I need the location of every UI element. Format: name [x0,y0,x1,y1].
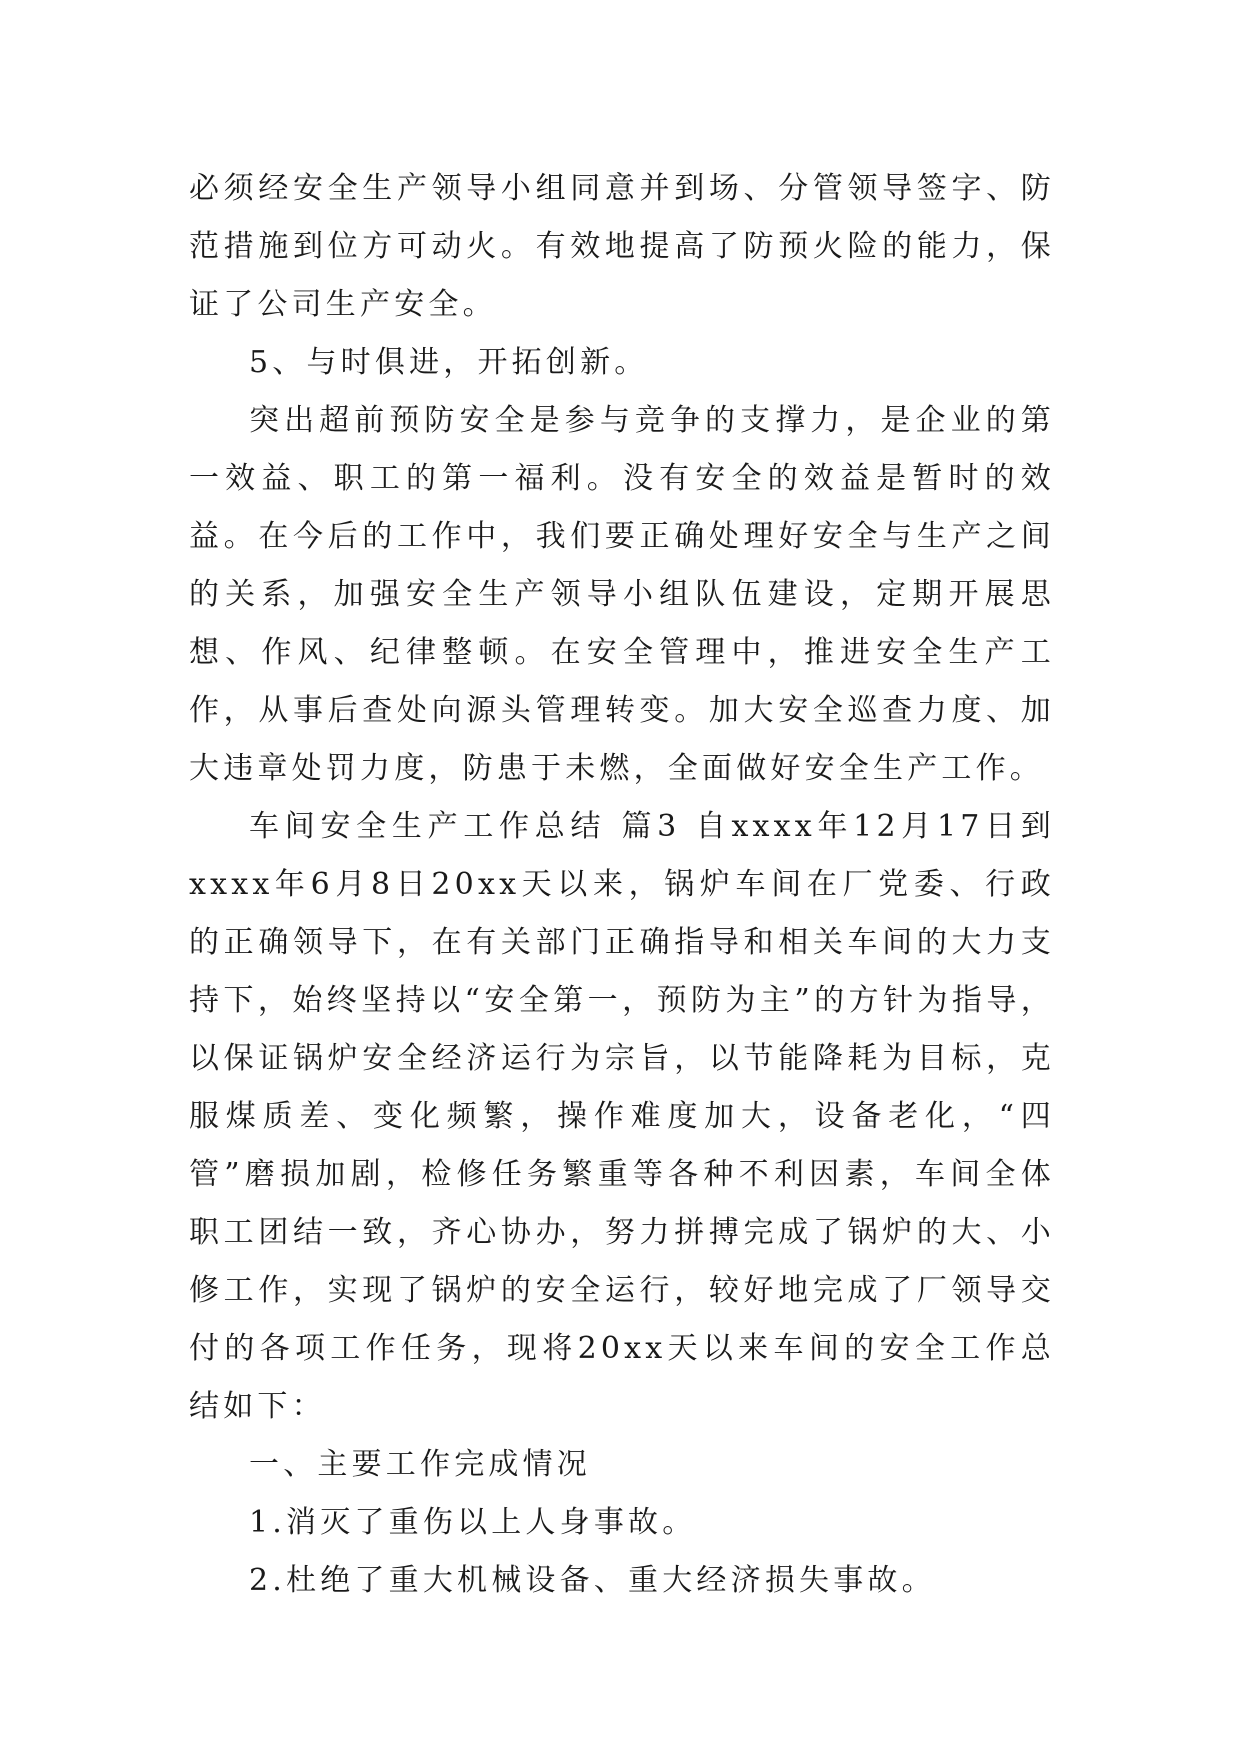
document-body [189,160,1055,1610]
list-item-no-serious-injury: 1.消灭了重伤以上人身事故。 [249,1505,697,1540]
paragraph-workshop-summary-part3: 车间安全生产工作总结 篇3 自xxxx年12月17日到xxxx年6月8日20xx天以来，锅炉车间在厂党委、行政的正确领导下，在有关部门正确指导和相关车间的大力支持下，始终坚持以“安全第一，预防为主”的方针为指导，以保证锅炉安全经济运行为宗旨，以节能降耗为目标，克服煤质差、变化频繁，操作难度加大，设备老化，“四管”磨损加剧，检修任务繁重等各种不利因素，车间全体职工团结一致，齐心协办，努力拼搏完成了锅炉的大、小修工作，实现了锅炉的安全运行，较好地完成了厂领导交付的各项工作任务，现将20xx天以来车间的安全工作总结如下： [189,809,1055,1424]
heading-main-work-completion: 一、主要工作完成情况 [249,1447,591,1482]
list-item-no-major-accident: 2.杜绝了重大机械设备、重大经济损失事故。 [249,1563,936,1598]
paragraph-prevention-safety: 突出超前预防安全是参与竞争的支撑力，是企业的第一效益、职工的第一福利。没有安全的效益是暂时的效益。在今后的工作中，我们要正确处理好安全与生产之间的关系，加强安全生产领导小组队伍建设，定期开展思想、作风、纪律整顿。在安全管理中，推进安全生产工作，从事后查处向源头管理转变。加大安全巡查力度、加大违章处罚力度，防患于未燃，全面做好安全生产工作。 [189,403,1055,786]
paragraph-hot-work-approval: 必须经安全生产领导小组同意并到场、分管领导签字、防范措施到位方可动火。有效地提高了防预火险的能力，保证了公司生产安全。 [189,171,1055,322]
heading-keep-pace-innovate: 5、与时俱进，开拓创新。 [249,345,649,380]
